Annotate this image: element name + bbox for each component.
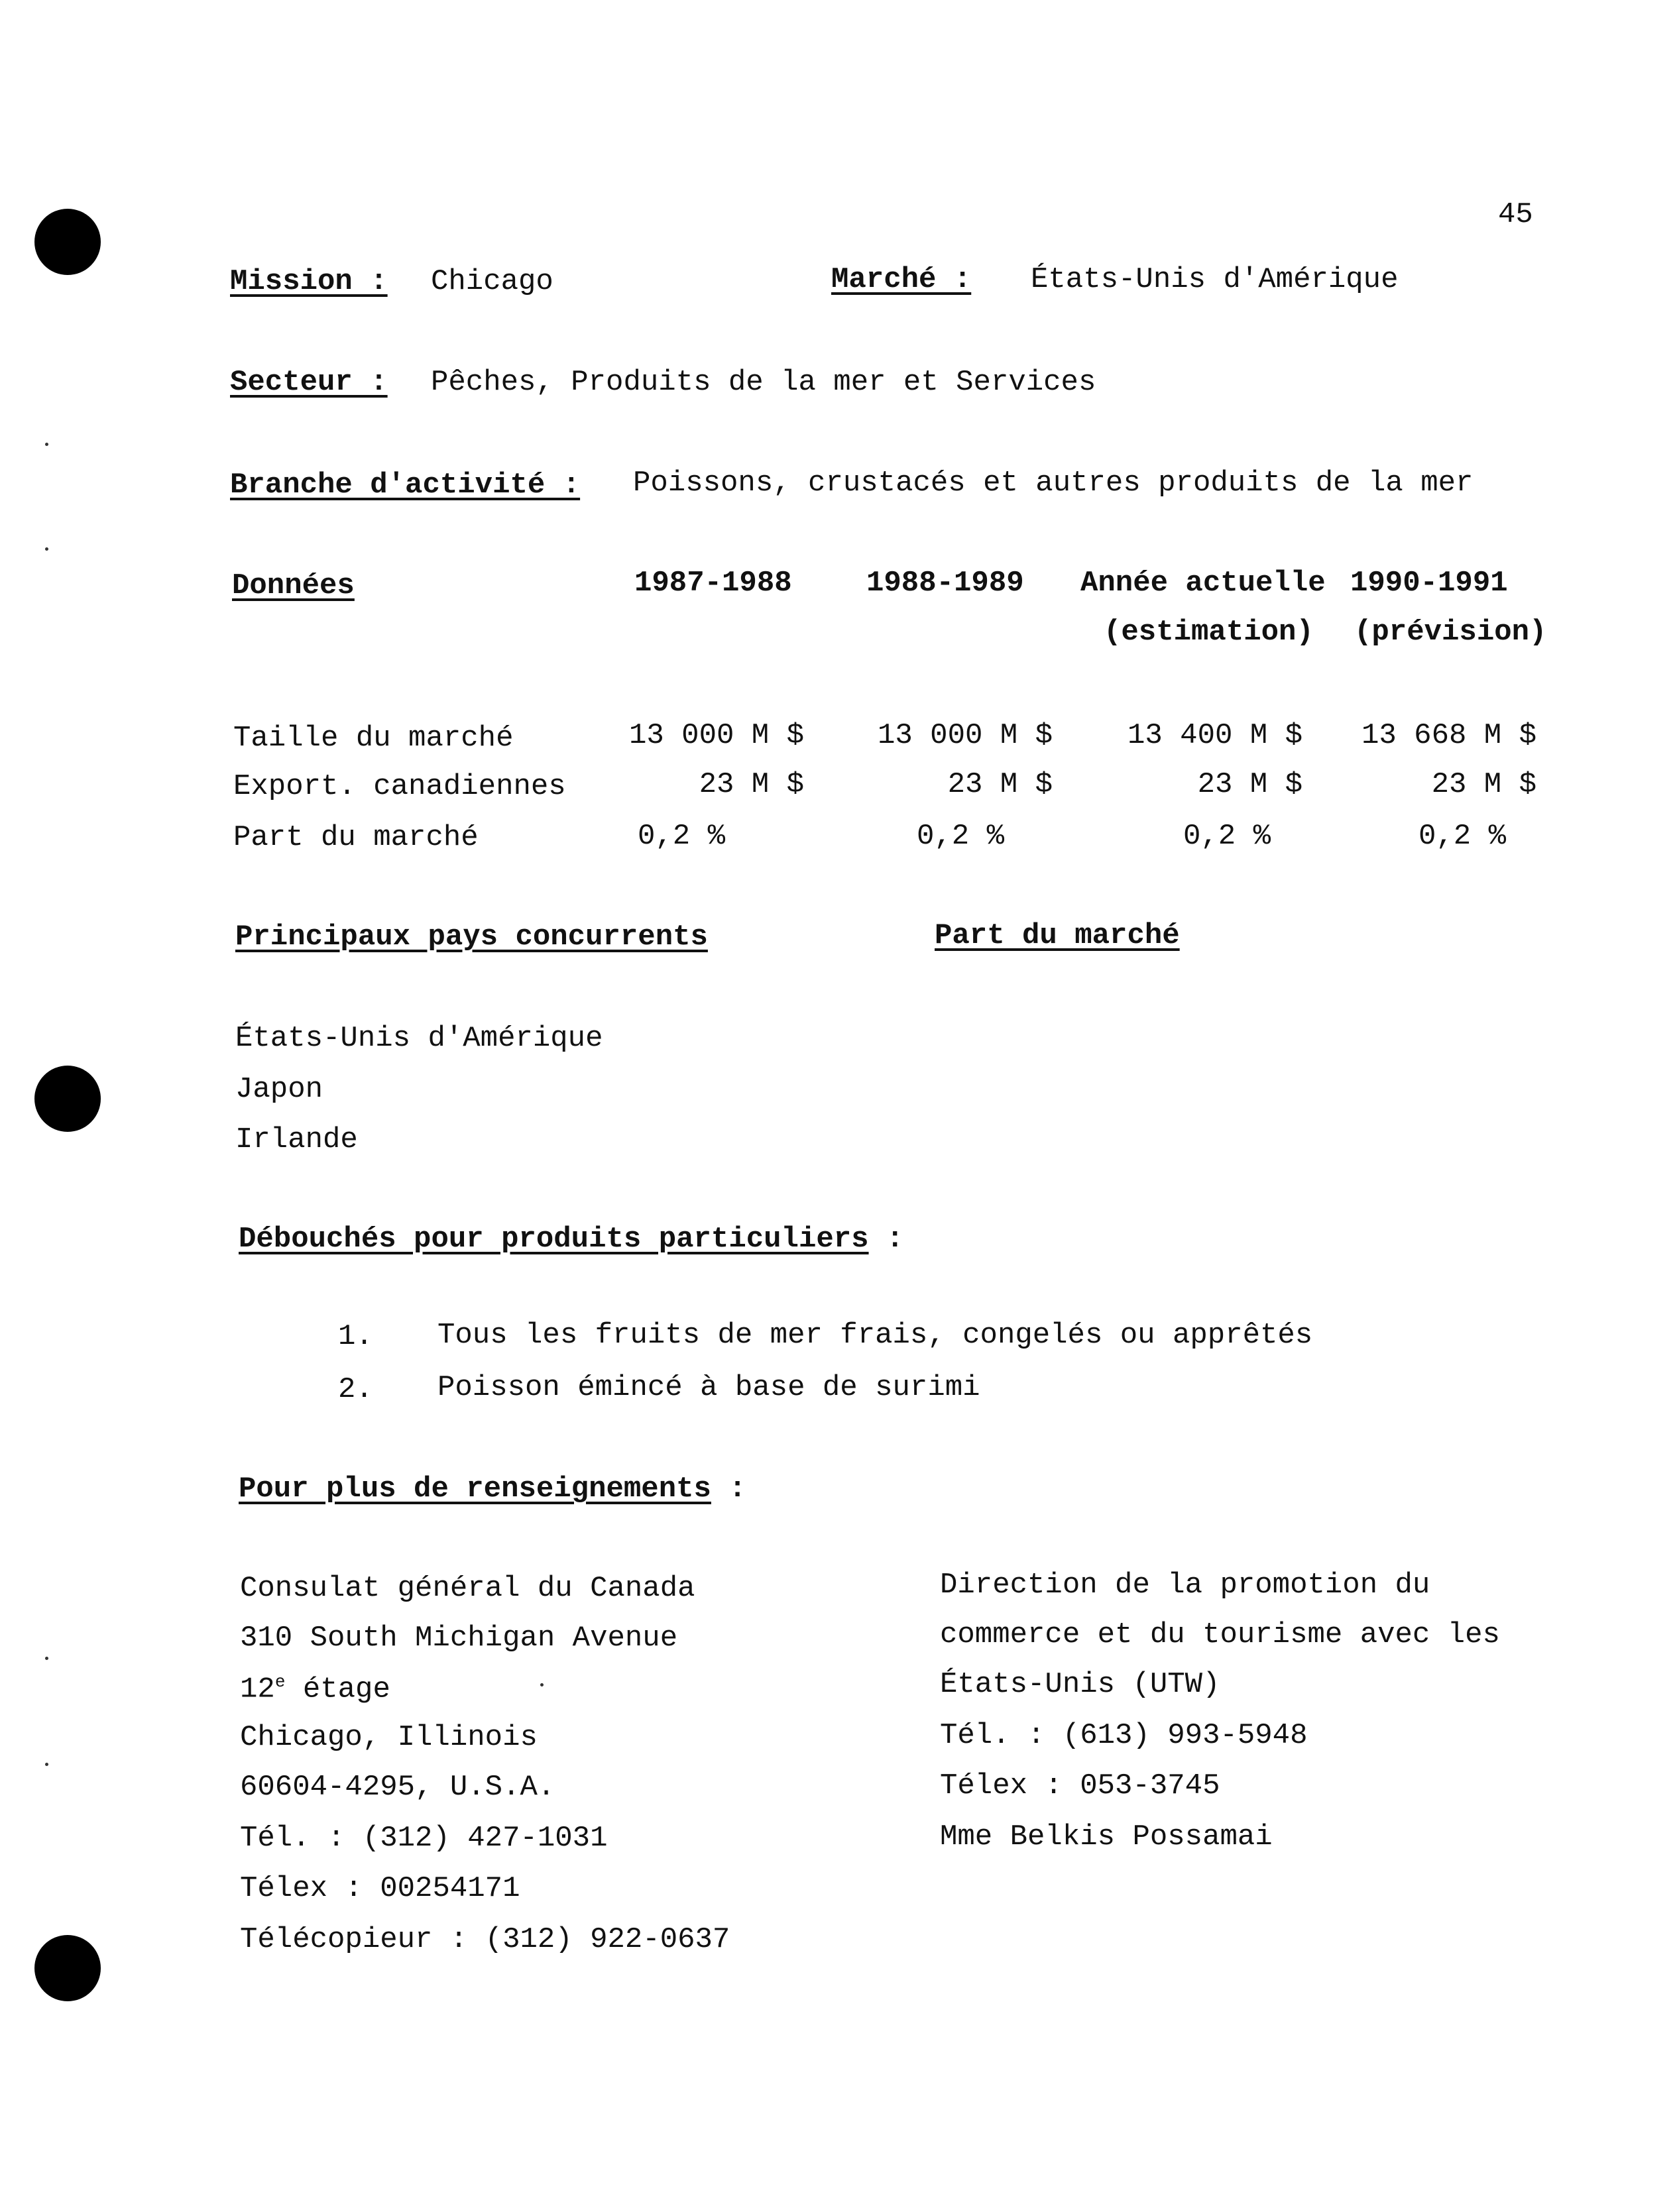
competitor-country: Japon	[235, 1073, 323, 1106]
info-colon: :	[728, 1472, 746, 1506]
opportunities-heading-line	[239, 1225, 903, 1254]
floor-number: 12	[240, 1673, 275, 1706]
column-header-sub: (prévision)	[1354, 616, 1547, 649]
marche-value: États-Unis d'Amérique	[1031, 263, 1399, 296]
column-header: Année actuelle	[1080, 567, 1326, 600]
table-cell: 13 400 M $	[1127, 719, 1303, 752]
table-cell: 13 000 M $	[628, 719, 804, 752]
share-heading: Part du marché	[935, 919, 1180, 952]
scan-speck	[45, 547, 48, 551]
branche-label: Branche d'activité :	[230, 469, 581, 502]
table-cell: 23 M $	[1431, 768, 1536, 801]
floor-suffix: e	[274, 1672, 286, 1692]
secteur-value: Pêches, Produits de la mer et Services	[431, 366, 1096, 399]
consulate-line: Consulat général du Canada	[240, 1572, 695, 1605]
scan-speck	[540, 1683, 544, 1687]
branche-value: Poissons, crustacés et autres produits de la mer	[633, 467, 1474, 500]
binder-hole-bottom	[34, 1935, 101, 2001]
table-cell: 0,2 %	[917, 820, 1005, 853]
list-item-text: Tous les fruits de mer frais, congelés ou apprêtés	[437, 1319, 1313, 1352]
list-item-number: 2.	[338, 1373, 373, 1406]
table-label: Données	[232, 569, 355, 602]
scan-speck	[45, 1657, 48, 1660]
page-number: 45	[1498, 198, 1533, 231]
consulate-telex: Télex : 00254171	[240, 1872, 520, 1905]
consulate-fax: Télécopieur : (312) 922-0637	[240, 1923, 730, 1956]
column-header-sub: (estimation)	[1104, 616, 1314, 649]
table-cell: 13 000 M $	[877, 719, 1053, 752]
consulate-phone: Tél. : (312) 427-1031	[240, 1822, 608, 1855]
info-heading: Pour plus de renseignements	[239, 1472, 711, 1506]
list-item-number: 1.	[338, 1320, 373, 1353]
row-label: Taille du marché	[233, 722, 514, 755]
direction-contact: Mme Belkis Possamai	[940, 1820, 1273, 1853]
consulate-line: 310 South Michigan Avenue	[240, 1622, 678, 1655]
list-item-text: Poisson émincé à base de surimi	[437, 1371, 980, 1404]
scan-speck	[45, 443, 48, 446]
opportunities-heading: Débouchés pour produits particuliers	[239, 1223, 869, 1256]
floor-word: étage	[285, 1673, 390, 1706]
consulate-line	[240, 1673, 390, 1704]
marche-label: Marché :	[831, 263, 972, 296]
table-cell: 0,2 %	[1183, 820, 1271, 853]
direction-line: États-Unis (UTW)	[940, 1668, 1220, 1701]
column-header: 1990-1991	[1350, 567, 1508, 600]
competitor-country: États-Unis d'Amérique	[235, 1022, 603, 1055]
row-label: Part du marché	[233, 821, 479, 854]
competitor-country: Irlande	[235, 1123, 358, 1156]
secteur-label: Secteur :	[230, 366, 388, 399]
mission-value: Chicago	[431, 265, 553, 298]
direction-line: commerce et du tourisme avec les	[940, 1618, 1500, 1651]
table-cell: 23 M $	[1197, 768, 1303, 801]
direction-line: Direction de la promotion du	[940, 1569, 1430, 1602]
consulate-line: Chicago, Illinois	[240, 1721, 538, 1754]
direction-telex: Télex : 053-3745	[940, 1769, 1220, 1802]
mission-label: Mission :	[230, 265, 388, 298]
binder-hole-top	[34, 209, 101, 275]
table-cell: 0,2 %	[638, 820, 726, 853]
binder-hole-middle	[34, 1066, 101, 1132]
table-cell: 13 668 M $	[1361, 719, 1536, 752]
row-label: Export. canadiennes	[233, 770, 566, 803]
column-header: 1987-1988	[634, 567, 792, 600]
table-cell: 23 M $	[947, 768, 1053, 801]
consulate-line: 60604-4295, U.S.A.	[240, 1771, 555, 1804]
column-header: 1988-1989	[866, 567, 1024, 600]
scan-speck	[45, 1763, 48, 1766]
table-cell: 23 M $	[699, 768, 804, 801]
table-cell: 0,2 %	[1418, 820, 1507, 853]
direction-phone: Tél. : (613) 993-5948	[940, 1719, 1308, 1752]
opportunities-colon: :	[886, 1223, 904, 1256]
info-heading-line	[239, 1474, 746, 1504]
competitors-heading: Principaux pays concurrents	[235, 920, 708, 954]
